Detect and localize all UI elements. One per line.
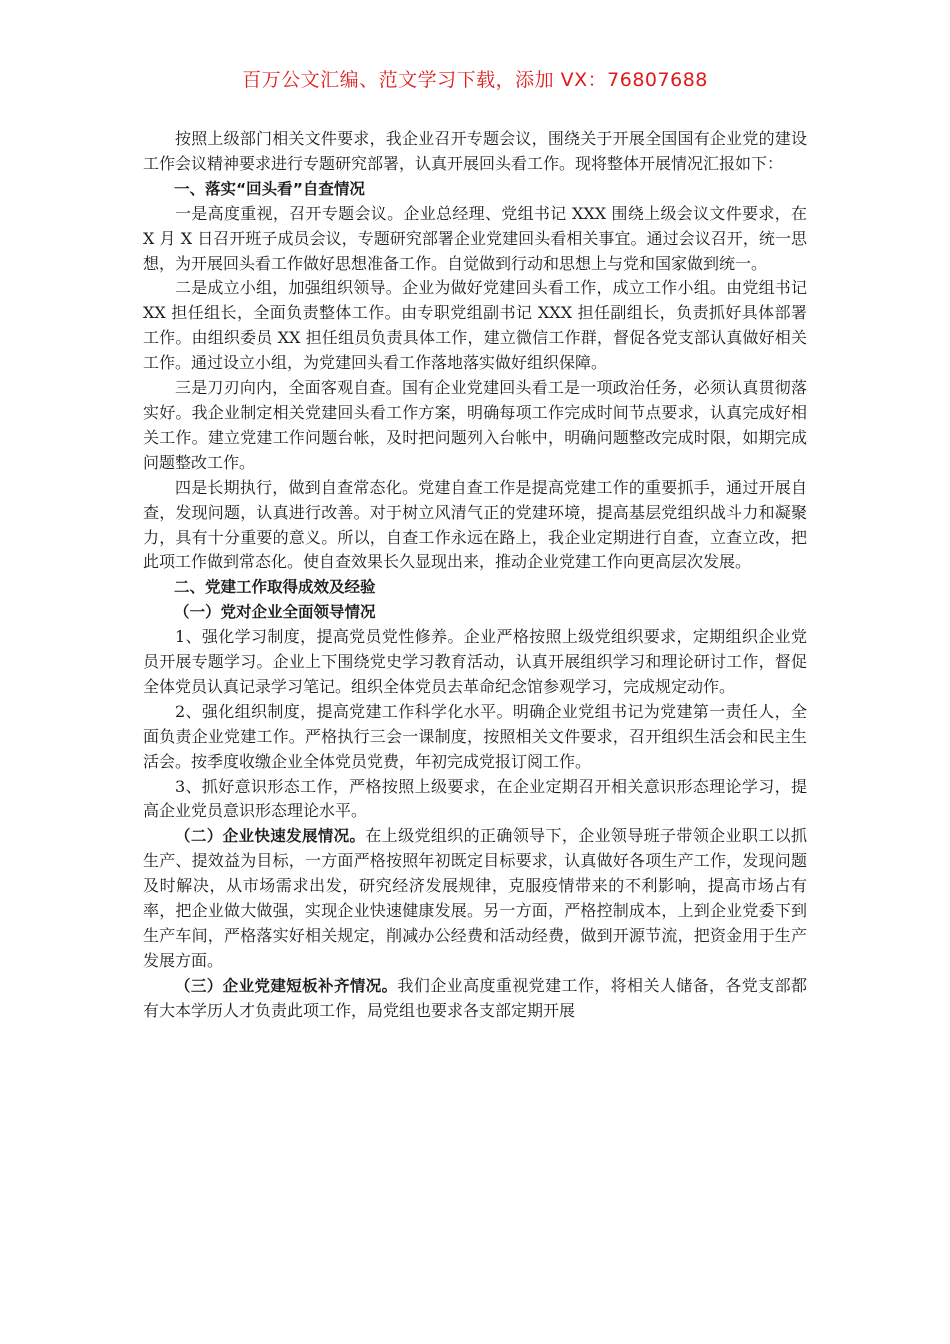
paragraph-2: 二是成立小组，加强组织领导。企业为做好党建回头看工作，成立工作小组。由党组书记 XX 担任组长，全面负责整体工作。由专职党组副书记 XXX 担任副组长，负责抓好具体部署工作。由组织委员 XX 担任组员负责具体工作，建立微信工作群，督促各党支部认真做好相关工作。通过设立小组，为党建回头看工作落地落实做好组织保障。 bbox=[143, 278, 807, 373]
subsection-1-heading: （一）党对企业全面领导情况 bbox=[174, 603, 376, 622]
subsection-3-heading: （三）企业党建短板补齐情况。 bbox=[175, 976, 398, 995]
paragraph-3: 三是刀刃向内，全面客观自查。国有企业党建回头看工是一项政治任务，必须认真贯彻落实好。我企业制定相关党建回头看工作方案，明确每项工作完成时间节点要求，认真完成好相关工作。建立党建工作问题台帐，及时把问题列入台帐中，明确问题整改完成时限，如期完成问题整改工作。 bbox=[143, 378, 807, 472]
subsection-3-paragraph bbox=[143, 974, 807, 1024]
section-2-heading: 二、党建工作取得成效及经验 bbox=[174, 578, 376, 597]
subsection-1-item-2: 2、强化组织制度，提高党建工作科学化水平。明确企业党组书记为党建第一责任人，全面负责企业党建工作。严格执行三会一课制度，按照相关文件要求，召开组织生活会和民主生活会。按季度收缴企业全体党员党费，年初完成党报订阅工作。 bbox=[143, 701, 807, 771]
paragraph-1: 一是高度重视，召开专题会议。企业总经理、党组书记 XXX 围绕上级会议文件要求，在 X 月 X 日召开班子成员会议，专题研究部署企业党建回头看相关事宜。通过会议召开，统一思想，为开展回头看工作做好思想准备工作。自觉做到行动和思想上与党和国家做到统一。 bbox=[143, 203, 807, 273]
subsection-3-text: 我们企业高度重视党建工作，将相关人储备，各党支部都有大本学历人才负责此项工作，局党组也要求各支部定期开展 bbox=[143, 975, 807, 1020]
intro-paragraph: 按照上级部门相关文件要求，我企业召开专题会议，围绕关于开展全国国有企业党的建设工作会议精神要求进行专题研究部署，认真开展回头看工作。现将整体开展情况汇报如下： bbox=[143, 129, 807, 173]
header-banner: 百万公文汇编、范文学习下载，添加 VX：76807688 bbox=[242, 69, 708, 91]
subsection-2-paragraph bbox=[143, 824, 807, 973]
subsection-1-item-1: 1、强化学习制度，提高党员党性修养。企业严格按照上级党组织要求，定期组织企业党员开展专题学习。企业上下围绕党史学习教育活动，认真开展组织学习和理论研讨工作，督促全体党员认真记录学习笔记。组织全体党员去革命纪念馆参观学习，完成规定动作。 bbox=[143, 627, 807, 696]
subsection-2-heading: （二）企业快速发展情况。 bbox=[175, 827, 366, 846]
subsection-1-item-3: 3、抓好意识形态工作，严格按照上级要求，在企业定期召开相关意识形态理论学习，提高企业党员意识形态理论水平。 bbox=[143, 776, 807, 821]
paragraph-4: 四是长期执行，做到自查常态化。党建自查工作是提高党建工作的重要抓手，通过开展自查，发现问题，认真进行改善。对于树立风清气正的党建环境，提高基层党组织战斗力和凝聚力，具有十分重要的意义。所以，自查工作永远在路上，我企业定期进行自查，立查立改，把此项工作做到常态化。使自查效果长久显现出来，推动企业党建工作向更高层次发展。 bbox=[143, 477, 807, 572]
document-body bbox=[143, 127, 807, 1024]
subsection-2-text: 在上级党组织的正确领导下，企业领导班子带领企业职工以抓生产、提效益为目标，一方面严格按照年初既定目标要求，认真做好各项生产工作，发现问题及时解决，从市场需求出发，研究经济发展规律，克服疫情带来的不利影响，提高市场占有率，把企业做大做强，实现企业快速健康发展。另一方面，严格控制成本，上到企业党委下到生产车间，严格落实好相关规定，削减办公经费和活动经费，做到开源节流，把资金用于生产发展方面。 bbox=[143, 826, 807, 970]
section-1-heading: 一、落实“回头看”自查情况 bbox=[174, 179, 365, 198]
